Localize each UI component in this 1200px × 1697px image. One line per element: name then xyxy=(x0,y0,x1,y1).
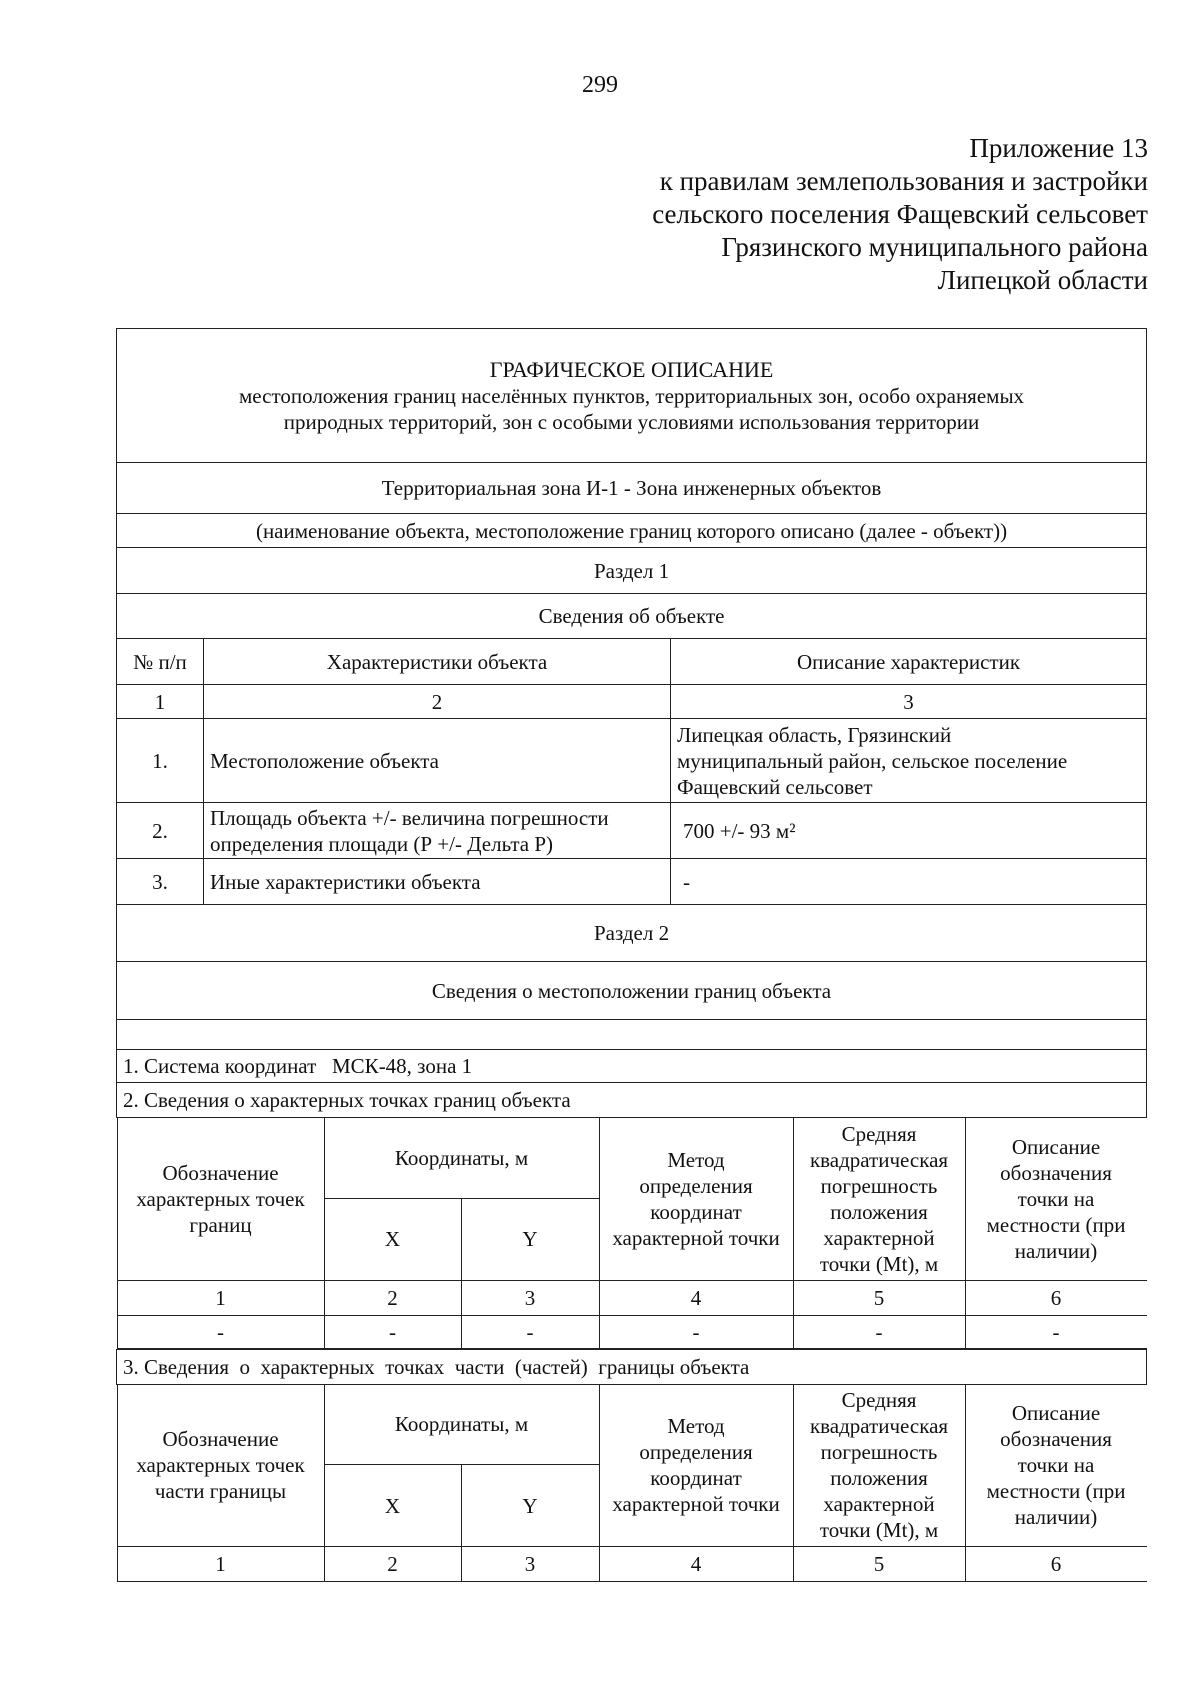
header-line: характерной xyxy=(823,1225,935,1250)
object-name: Территориальная зона И-1 - Зона инженерных объектов xyxy=(117,463,1147,514)
row-characteristic xyxy=(204,859,671,905)
appendix-line: Грязинского муниципального района xyxy=(721,232,1148,262)
col-header-method xyxy=(599,1385,793,1547)
form-title: ГРАФИЧЕСКОЕ ОПИСАНИЕ xyxy=(489,356,774,382)
row-description xyxy=(671,859,1147,905)
points-table-cell xyxy=(117,1118,1147,1350)
header-line: координат xyxy=(650,1466,742,1491)
col-header-x: X xyxy=(324,1198,461,1280)
col-number: 2 xyxy=(204,685,671,719)
header-line: наличии) xyxy=(1014,1238,1098,1263)
col-number: 5 xyxy=(793,1547,965,1582)
row-description-line: Фащевский сельсовет xyxy=(677,774,873,799)
header-line: характерной xyxy=(823,1492,935,1517)
table-cell: - xyxy=(965,1315,1147,1348)
table-cell: - xyxy=(117,1315,324,1348)
appendix-line: к правилам землепользования и застройки xyxy=(659,166,1148,196)
col-number: 1 xyxy=(117,1547,324,1582)
row-characteristic-line: Местоположение объекта xyxy=(210,748,440,773)
form-subtitle-line: природных территорий, зон с особыми условиями использования территории xyxy=(283,409,980,434)
header-line: местности (при xyxy=(986,1212,1126,1237)
header-line: точки на xyxy=(1017,1453,1095,1478)
table-cell: - xyxy=(599,1315,793,1348)
table-cell: - xyxy=(461,1315,599,1348)
graphic-description-form xyxy=(116,328,1147,1582)
header-line: положения xyxy=(830,1199,928,1224)
table-row xyxy=(117,719,1147,803)
col-header-method xyxy=(599,1118,793,1280)
header-line: характерных точек xyxy=(136,1186,305,1211)
points-table xyxy=(117,1118,1147,1349)
row-description-line: - xyxy=(683,869,690,894)
header-line: местности (при xyxy=(986,1479,1126,1504)
header-line: характерных точек xyxy=(136,1453,305,1478)
header-line: части границы xyxy=(154,1479,287,1504)
points-title: 2. Сведения о характерных точках границ объекта xyxy=(117,1083,1147,1118)
row-characteristic xyxy=(204,803,671,859)
header-line: характерной точки xyxy=(612,1492,780,1517)
col-header-y: Y xyxy=(461,1465,599,1547)
col-number: 3 xyxy=(461,1547,599,1582)
row-number: 1. xyxy=(117,719,204,803)
row-description xyxy=(671,803,1147,859)
table-cell: - xyxy=(793,1315,965,1348)
col-number: 4 xyxy=(599,1547,793,1582)
form-title-block xyxy=(117,329,1147,463)
appendix-line: Липецкой области xyxy=(937,265,1148,295)
col-header-characteristics: Характеристики объекта xyxy=(204,639,671,685)
header-line: Обозначение xyxy=(162,1160,279,1185)
section1-title: Раздел 1 xyxy=(117,548,1147,594)
col-header-num: № п/п xyxy=(117,639,204,685)
row-characteristic xyxy=(204,719,671,803)
section2-subtitle: Сведения о местоположении границ объекта xyxy=(117,962,1147,1020)
header-line: обозначения xyxy=(1000,1160,1112,1185)
header-line: точки (Mt), м xyxy=(819,1518,939,1543)
col-header-x: X xyxy=(324,1465,461,1547)
parts-table xyxy=(117,1385,1147,1583)
col-number: 1 xyxy=(117,685,204,719)
col-header-description: Описание характеристик xyxy=(671,639,1147,685)
parts-title: 3. Сведения о характерных точках части (частей) границы объекта xyxy=(117,1349,1147,1384)
row-number: 3. xyxy=(117,859,204,905)
header-line: характерной точки xyxy=(612,1225,780,1250)
col-header-point-description xyxy=(965,1385,1147,1547)
row-description-line: муниципальный район, сельское поселение xyxy=(677,748,1068,773)
header-line: наличии) xyxy=(1014,1505,1098,1530)
col-number: 3 xyxy=(671,685,1147,719)
col-number: 3 xyxy=(461,1280,599,1315)
appendix-line: сельского поселения Фащевский сельсовет xyxy=(652,199,1148,229)
header-line: Описание xyxy=(1011,1134,1101,1159)
col-number: 6 xyxy=(965,1280,1147,1315)
header-line: погрешность xyxy=(820,1173,938,1198)
empty-row xyxy=(117,1020,1147,1050)
header-line: Метод xyxy=(667,1414,725,1439)
appendix-line: Приложение 13 xyxy=(969,133,1148,163)
row-number: 2. xyxy=(117,803,204,859)
col-header-coordinates: Координаты, м xyxy=(324,1385,599,1465)
header-line: определения xyxy=(639,1173,753,1198)
header-line: обозначения xyxy=(1000,1427,1112,1452)
col-number: 1 xyxy=(117,1280,324,1315)
row-description-line: Липецкая область, Грязинский xyxy=(677,722,952,747)
row-characteristic-line: определения площади (Р +/- Дельта Р) xyxy=(210,831,554,856)
header-line: Средняя xyxy=(841,1121,917,1146)
header-line: точки на xyxy=(1017,1186,1095,1211)
appendix-header xyxy=(652,132,1148,297)
col-header-point-description xyxy=(965,1118,1147,1280)
col-number: 6 xyxy=(965,1547,1147,1582)
col-header-error xyxy=(793,1385,965,1547)
header-line: квадратическая xyxy=(809,1414,949,1439)
object-name-caption: (наименование объекта, местоположение границ которого описано (далее - объект)) xyxy=(117,514,1147,548)
parts-table-cell xyxy=(117,1384,1147,1582)
table-row xyxy=(117,859,1147,905)
row-characteristic-line: Иные характеристики объекта xyxy=(210,869,481,894)
col-header-y: Y xyxy=(461,1198,599,1280)
col-number: 2 xyxy=(324,1280,461,1315)
row-description-line: 700 +/- 93 м² xyxy=(683,818,796,843)
header-line: квадратическая xyxy=(809,1147,949,1172)
table-row xyxy=(117,803,1147,859)
form-subtitle-line: местоположения границ населённых пунктов, территориальных зон, особо охраняемых xyxy=(239,383,1025,408)
header-line: координат xyxy=(650,1199,742,1224)
col-header-designation xyxy=(117,1118,324,1280)
page-number: 299 xyxy=(582,72,618,98)
table-row xyxy=(117,1315,1147,1348)
coordinate-system: 1. Система координат МСК-48, зона 1 xyxy=(117,1050,1147,1083)
header-line: Средняя xyxy=(841,1388,917,1413)
col-header-designation xyxy=(117,1385,324,1547)
header-line: границ xyxy=(189,1212,252,1237)
col-header-error xyxy=(793,1118,965,1280)
header-line: Обозначение xyxy=(162,1427,279,1452)
section2-title: Раздел 2 xyxy=(117,905,1147,962)
col-number: 2 xyxy=(324,1547,461,1582)
header-line: погрешность xyxy=(820,1440,938,1465)
col-header-coordinates: Координаты, м xyxy=(324,1118,599,1198)
header-line: определения xyxy=(639,1440,753,1465)
table-cell: - xyxy=(324,1315,461,1348)
section1-subtitle: Сведения об объекте xyxy=(117,594,1147,639)
col-number: 5 xyxy=(793,1280,965,1315)
header-line: Метод xyxy=(667,1147,725,1172)
row-description xyxy=(671,719,1147,803)
col-number: 4 xyxy=(599,1280,793,1315)
row-characteristic-line: Площадь объекта +/- величина погрешности xyxy=(210,805,609,830)
header-line: Описание xyxy=(1011,1401,1101,1426)
header-line: положения xyxy=(830,1466,928,1491)
header-line: точки (Mt), м xyxy=(819,1251,939,1276)
